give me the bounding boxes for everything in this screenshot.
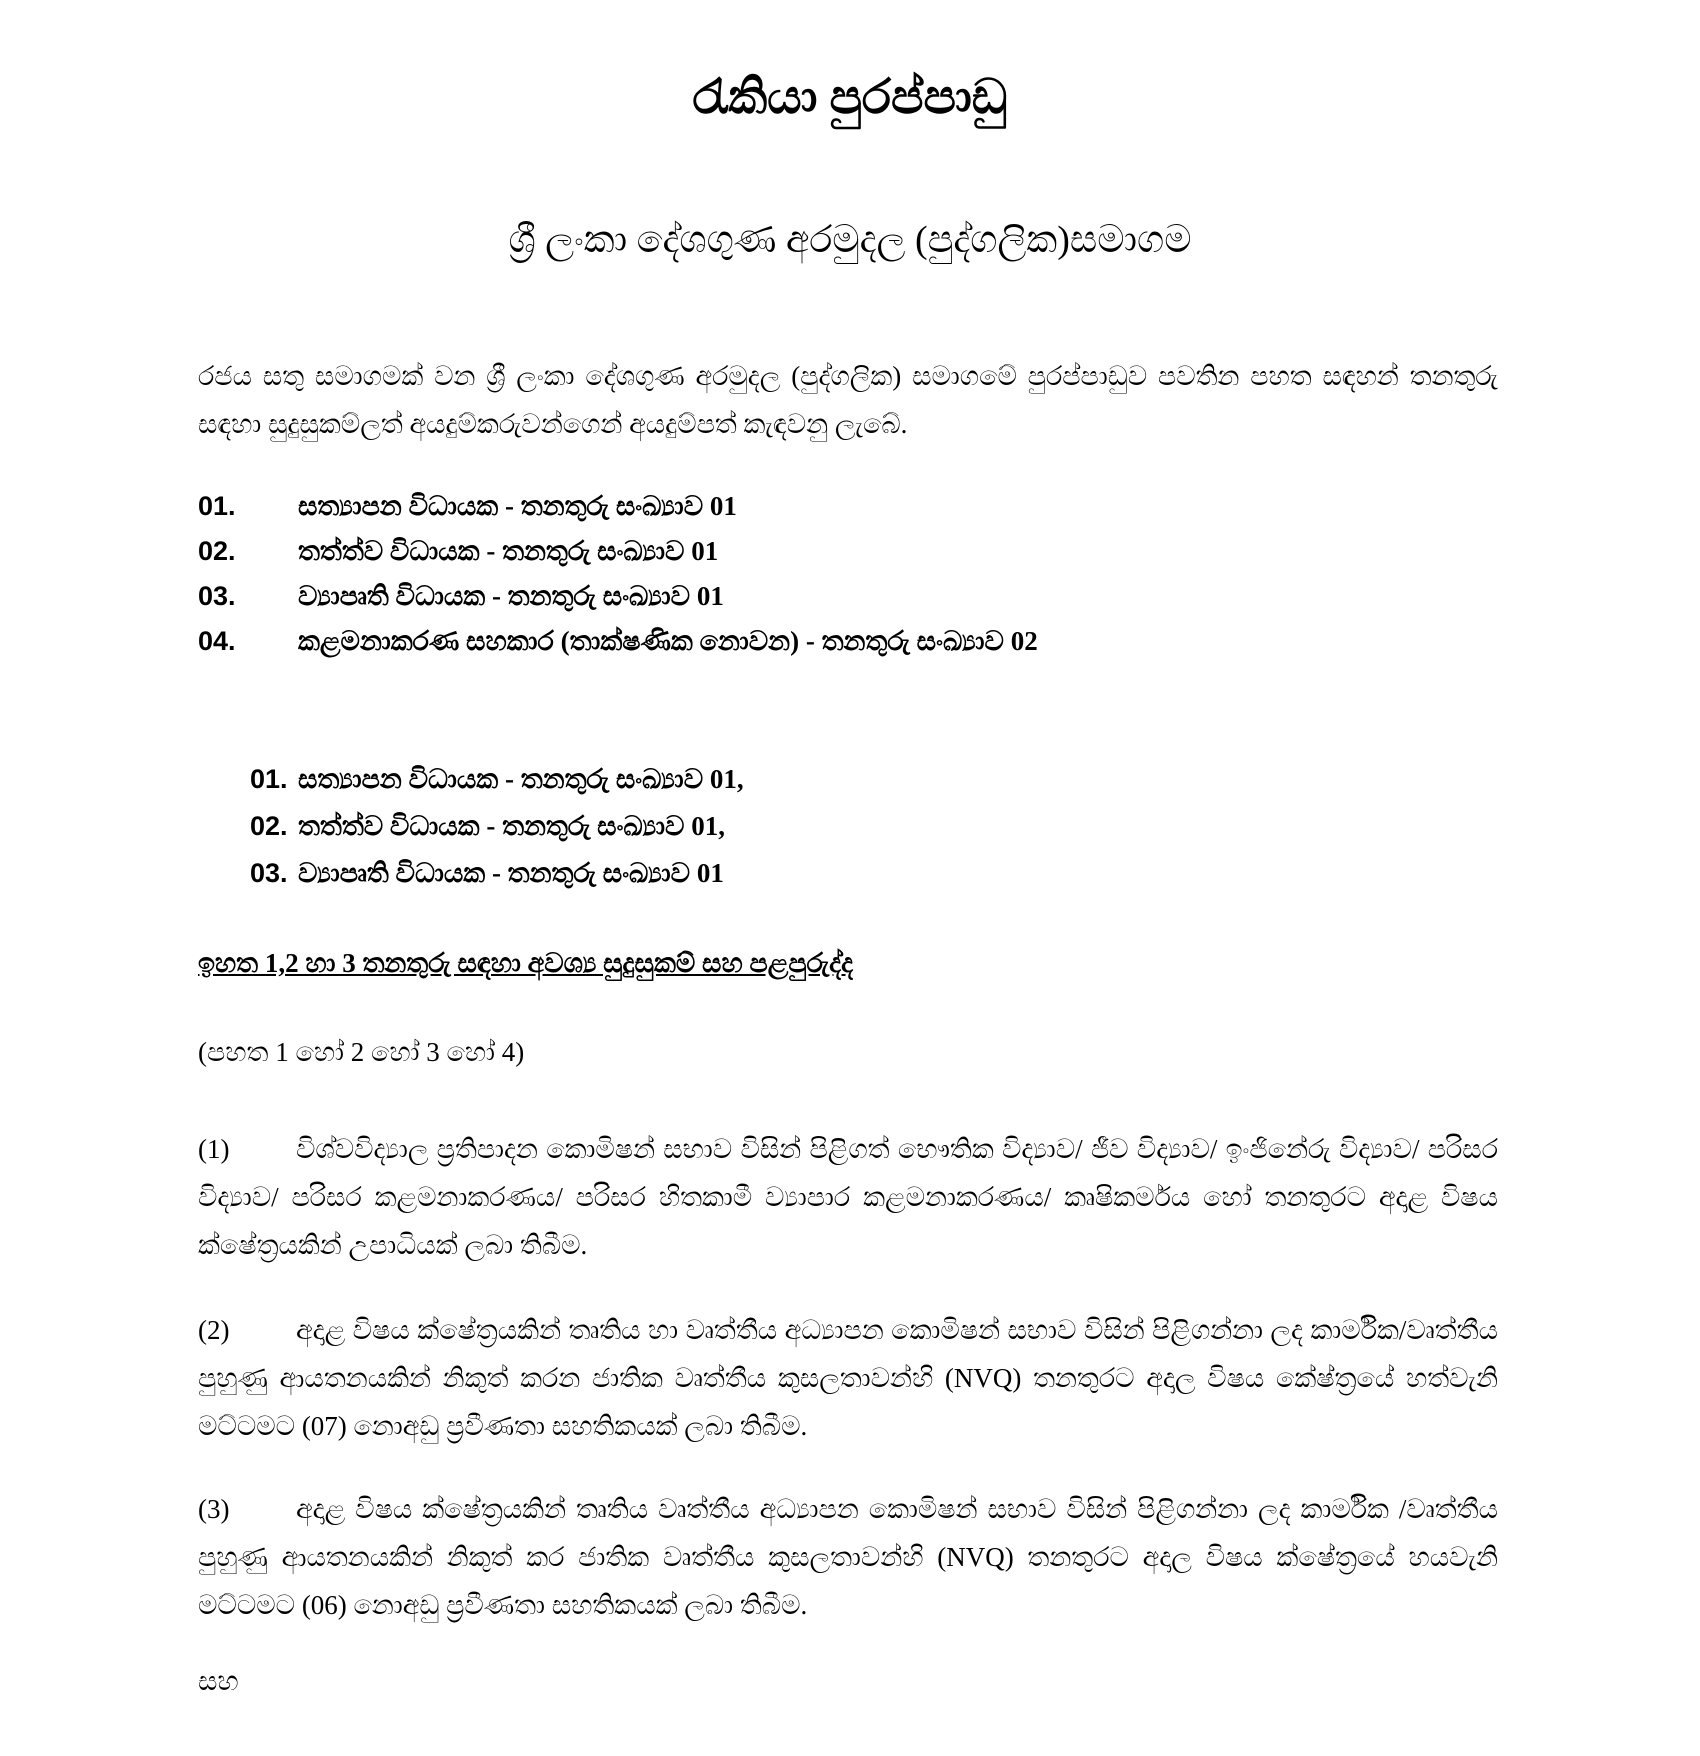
requirement-item <box>198 1125 1498 1269</box>
requirement-text: විශ්වවිද්‍යාල ප්‍රතිපාදන කොමිෂන් සභාව විසින් පිළිගත් භෞතික විද්‍යාව/ ජීව විද්‍යාව/ ඉංජිනේරු විද්‍යාව/ පරිසර විද්‍යාව/ පරිසර කළමනාකරණය/ පරිසර හිතකාමී ව්‍යාපාර කළමනාකරණය/ කෘෂිකර්මය හෝ තනතුරට අදාළ විෂය ක්ෂේත්‍රයකින් උපාධියක් ලබා තිබීම. <box>198 1134 1498 1260</box>
position-number: 02. <box>198 536 236 566</box>
requirement-number: (1) <box>198 1134 230 1164</box>
requirements-heading: ඉහත 1,2 හා 3 තනතුරු සඳහා අවශ්‍ය සුදුසුකම් සහ පළපුරුද්ද <box>198 948 854 978</box>
requirement-text: අදාළ විෂය ක්ෂේත්‍රයකින් තෘතිය වෘත්තීය අධ්‍යාපන කොමිෂන් සභාව විසින් පිළිගන්නා ලද කාර්මික /වෘත්තීය පුහුණු ආයතනයකින් නිකුත් කර ජාතික වෘත්තීය කුසලතාවන්හි (NVQ) තනතුරට අදාල විෂය ක්ෂේත්‍රයේ හයවැනි මට්ටමට (06) නොඅඩු ප්‍රවීණතා සහතිකයක් ලබා තිබීම. <box>198 1494 1498 1620</box>
position-repeat-item <box>250 850 1450 897</box>
position-item <box>198 574 1498 619</box>
requirement-text: අදාළ විෂය ක්ෂේත්‍රයකින් තෘතිය හා වෘත්තීය අධ්‍යාපන කොමිෂන් සභාව විසින් පිළිගන්නා ලද කාර්මික/වෘත්තීය පුහුණු ආයතනයකින් නිකුත් කරන ජාතික වෘත්තීය කුසලතාවන්හි (NVQ) තනතුරට අදාල විෂය කේෂ්ත්‍රයේ හත්වැනි මට්ටමට (07) නොඅඩු ප්‍රවීණතා සහතිකයක් ලබා තිබීම. <box>198 1315 1498 1441</box>
requirements-note: (පහත 1 හෝ 2 හෝ 3 හෝ 4) <box>198 1037 525 1067</box>
position-text: සත්‍යාපන විධායක - තනතුරු සංඛ්‍යාව 01, <box>298 764 744 794</box>
position-item <box>198 529 1498 574</box>
position-number: 03. <box>250 858 288 888</box>
position-number: 02. <box>250 811 288 841</box>
position-item <box>198 484 1498 529</box>
position-item <box>198 619 1498 664</box>
page-title: රැකියා පුරප්පාඩු <box>692 71 1008 124</box>
requirement-number: (2) <box>198 1315 230 1345</box>
position-text: ව්‍යාපෘති විධායක - තනතුරු සංඛ්‍යාව 01 <box>298 581 724 611</box>
positions-repeat-list <box>250 756 1450 897</box>
requirement-number: (3) <box>198 1494 230 1524</box>
position-text: කළමනාකරණ සහකාර (තාක්ෂණික නොවන) - තනතුරු සංඛ්‍යාව 02 <box>298 626 1038 656</box>
trailing-text: සහ <box>198 1666 239 1696</box>
position-number: 04. <box>198 626 236 656</box>
position-text: තත්ත්ව විධායක - තනතුරු සංඛ්‍යාව 01 <box>298 536 719 566</box>
intro-paragraph: රජය සතු සමාගමක් වන ශ්‍රී ලංකා දේශගුණ අරමුදල (පුද්ගලික) සමාගමේ පුරප්පාඩුව පවතින පහත සඳහන් තනතුරු සඳහා සුදුසුකම්ලත් අයදුම්කරුවන්ගෙන් අයදුම්පත් කැඳවනු ලැබේ. <box>198 361 1498 439</box>
position-text: සත්‍යාපන විධායක - තනතුරු සංඛ්‍යාව 01 <box>298 491 737 521</box>
positions-list <box>198 484 1498 664</box>
requirement-item <box>198 1485 1498 1629</box>
position-repeat-item <box>250 803 1450 850</box>
position-number: 01. <box>250 764 288 794</box>
requirement-item <box>198 1306 1498 1450</box>
position-text: ව්‍යාපෘති විධායක - තනතුරු සංඛ්‍යාව 01 <box>298 858 724 888</box>
position-repeat-item <box>250 756 1450 803</box>
position-number: 01. <box>198 491 236 521</box>
position-number: 03. <box>198 581 236 611</box>
company-name: ශ්‍රී ලංකා දේශගුණ අරමුදල (පුද්ගලික)සමාගම <box>508 219 1192 261</box>
position-text: තත්ත්ව විධායක - තනතුරු සංඛ්‍යාව 01, <box>298 811 725 841</box>
